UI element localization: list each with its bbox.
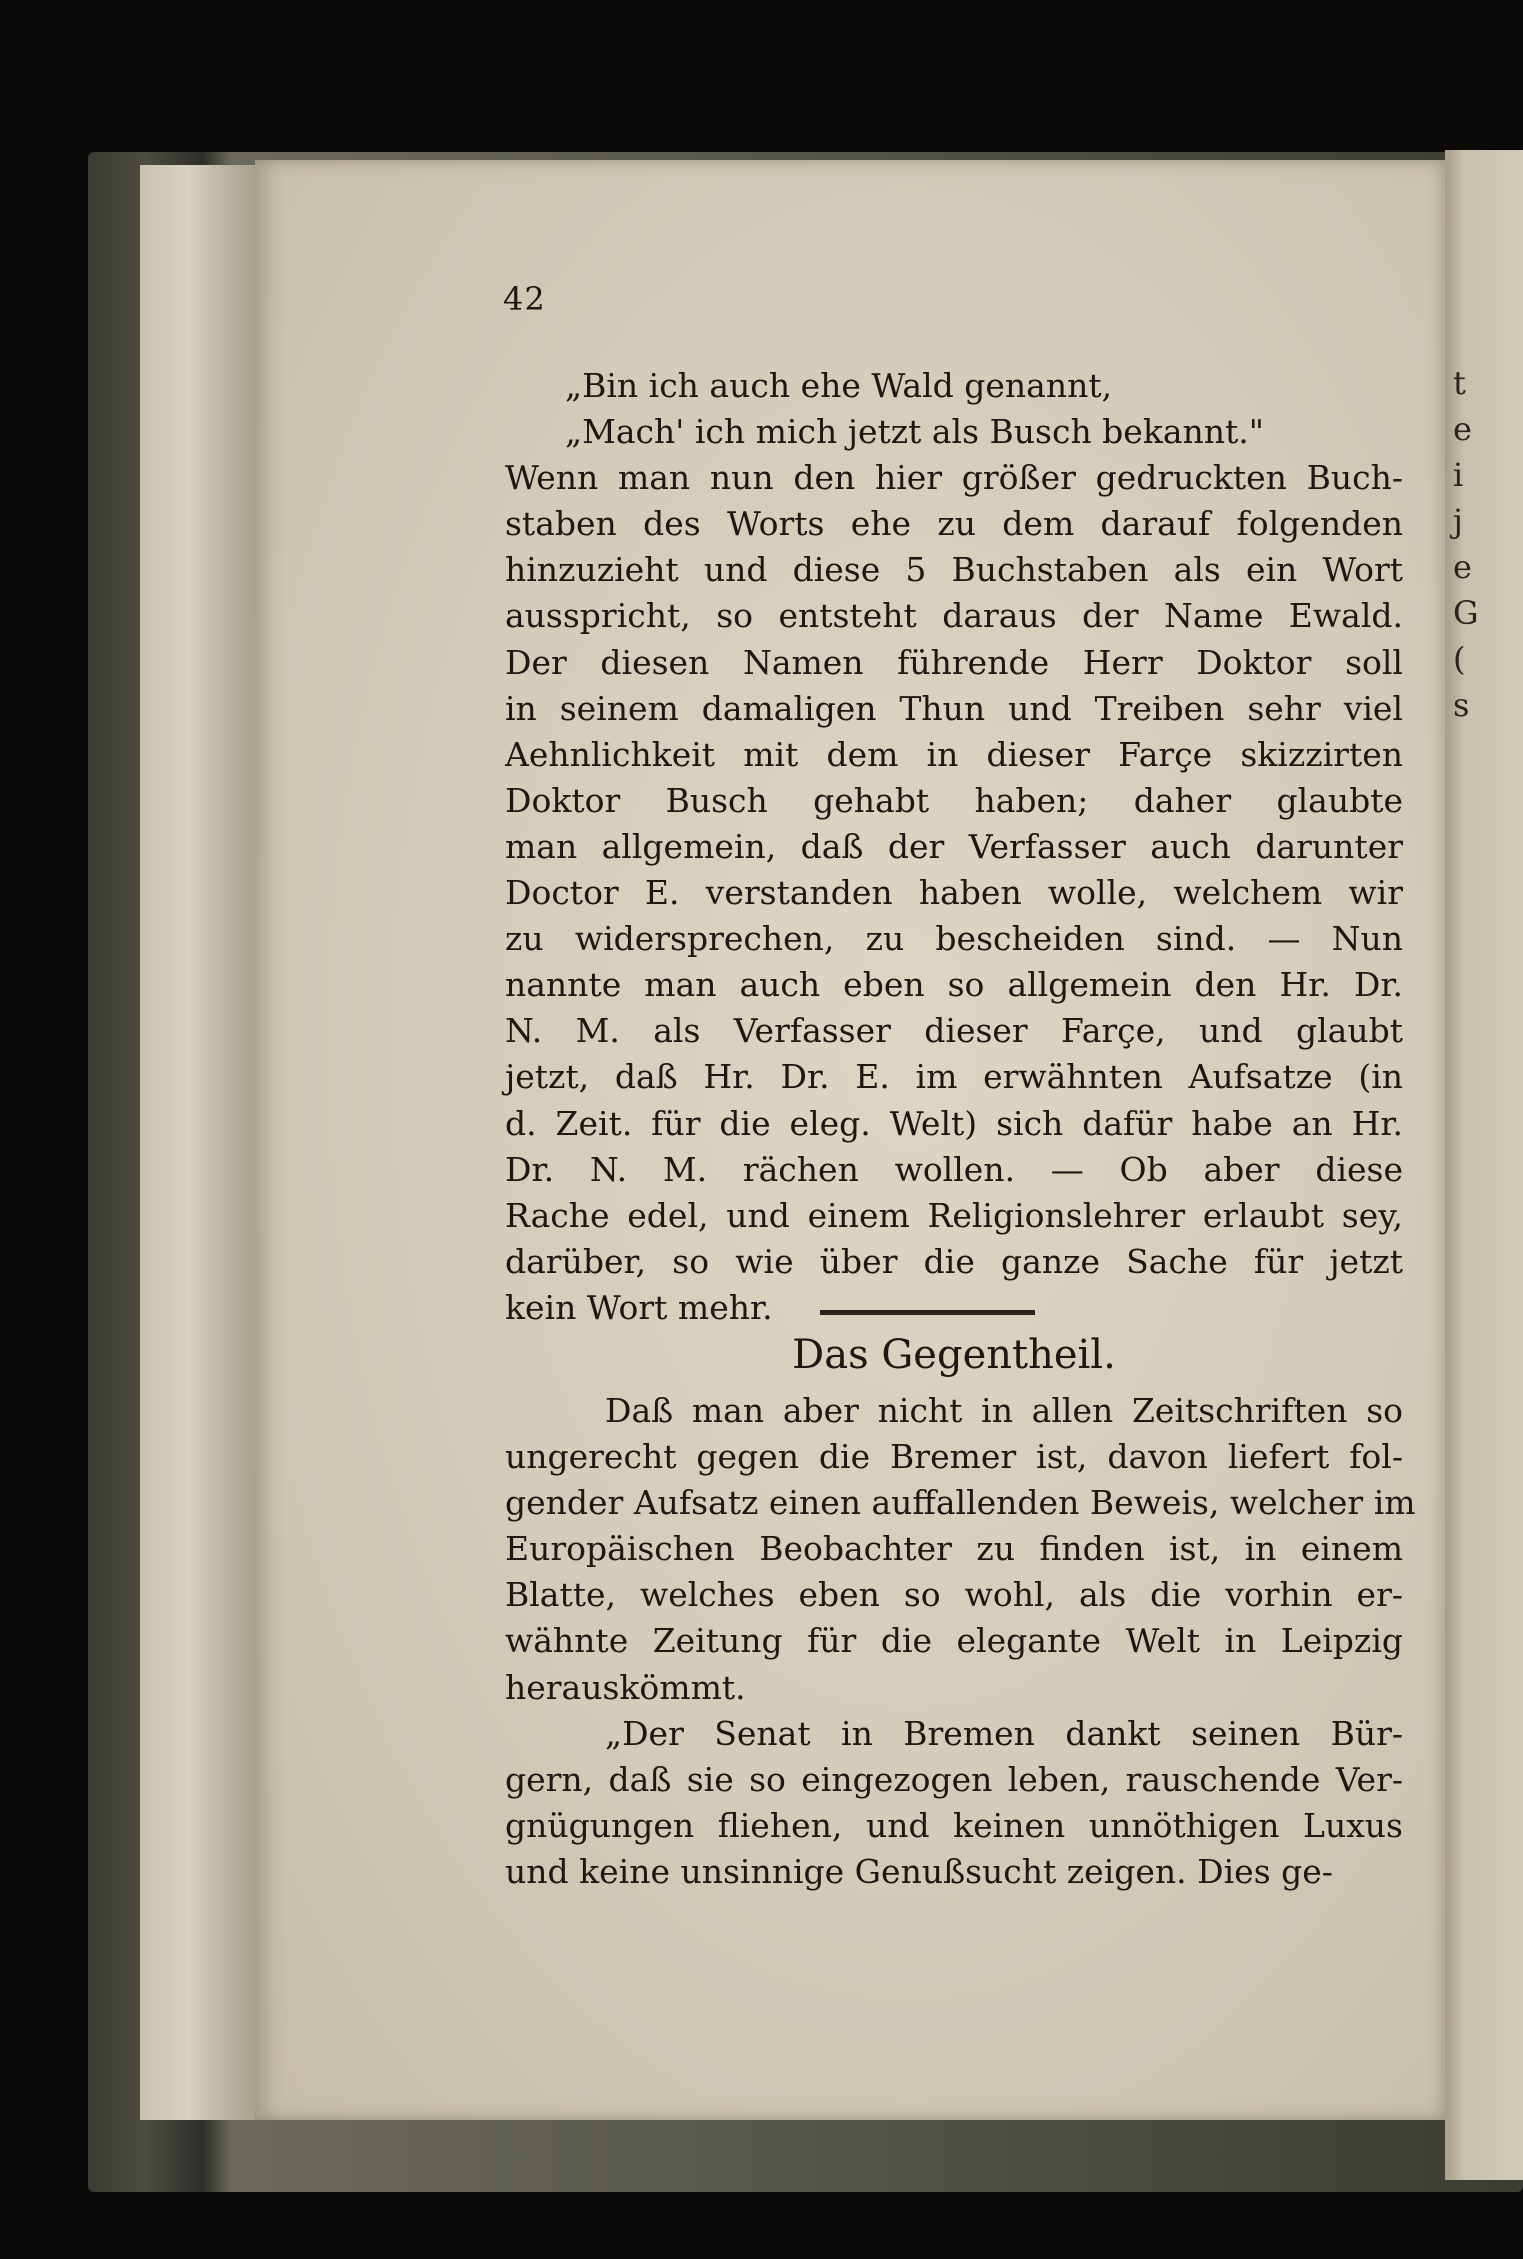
section-heading: Das Gegentheil.	[792, 1332, 1116, 1378]
text-line: ungerecht gegen die Bremer ist, davon liefert fol-	[505, 1437, 1403, 1477]
page-edges-left	[140, 165, 260, 2120]
text-line: gender Aufsatz einen auffallenden Beweis, welcher im	[505, 1483, 1416, 1523]
text-line: Der diesen Namen führende Herr Doktor soll	[505, 642, 1403, 682]
book-page	[255, 160, 1445, 2120]
edge-letter: G	[1453, 594, 1479, 632]
text-line: kein Wort mehr.	[505, 1287, 773, 1327]
text-line: d. Zeit. für die eleg. Welt) sich dafür habe an Hr.	[505, 1103, 1403, 1143]
text-line: gern, daß sie so eingezogen leben, rauschende Ver-	[505, 1759, 1403, 1799]
facing-page-letters	[1453, 360, 1523, 728]
paragraph-top	[505, 363, 1403, 1331]
text-line: ausspricht, so entsteht daraus der Name Ewald.	[505, 596, 1403, 636]
text-line: nannte man auch eben so allgemein den Hr. Dr.	[505, 965, 1403, 1005]
page-number: 42	[503, 280, 546, 318]
text-line: man allgemein, daß der Verfasser auch darunter	[505, 826, 1403, 866]
edge-letter: t	[1453, 364, 1466, 402]
section-divider	[820, 1310, 1035, 1315]
edge-letter: j	[1453, 502, 1463, 540]
text-line: „Der Senat in Bremen dankt seinen Bür-	[605, 1713, 1403, 1753]
text-line: zu widersprechen, zu bescheiden sind. — Nun	[505, 919, 1403, 959]
text-line: N. M. als Verfasser dieser Farçe, und glaubt	[505, 1011, 1403, 1051]
text-line: Doktor Busch gehabt haben; daher glaubte	[505, 780, 1403, 820]
text-line: in seinem damaligen Thun und Treiben sehr viel	[505, 688, 1403, 728]
text-line: gnügungen fliehen, und keinen unnöthigen Luxus	[505, 1805, 1403, 1845]
text-line: Doctor E. verstanden haben wolle, welchem wir	[505, 873, 1403, 913]
text-line: „Mach' ich mich jetzt als Busch bekannt."	[565, 412, 1264, 452]
text-line: Europäischen Beobachter zu finden ist, in einem	[505, 1529, 1403, 1569]
text-line: jetzt, daß Hr. Dr. E. im erwähnten Aufsatze (in	[505, 1057, 1403, 1097]
edge-letter: i	[1453, 456, 1464, 494]
facing-page-edge	[1445, 150, 1523, 2180]
text-line: Daß man aber nicht in allen Zeitschriften so	[605, 1391, 1403, 1430]
edge-letter: e	[1453, 548, 1472, 586]
text-line: herauskömmt.	[505, 1667, 746, 1707]
text-line: Wenn man nun den hier größer gedruckten Buch-	[505, 458, 1403, 498]
text-line: wähnte Zeitung für die elegante Welt in Leipzig	[505, 1621, 1403, 1661]
text-line: Rache edel, und einem Religionslehrer erlaubt sey,	[505, 1195, 1403, 1235]
text-line: staben des Worts ehe zu dem darauf folgenden	[505, 504, 1403, 544]
paragraph-bottom	[505, 1388, 1416, 1895]
edge-letter: (	[1453, 640, 1466, 678]
edge-letter: s	[1453, 686, 1470, 724]
text-line: Dr. N. M. rächen wollen. — Ob aber diese	[505, 1149, 1403, 1189]
text-line: darüber, so wie über die ganze Sache für jetzt	[505, 1241, 1403, 1281]
text-line: „Bin ich auch ehe Wald genannt,	[565, 366, 1113, 405]
text-line: hinzuzieht und diese 5 Buchstaben als ein Wort	[505, 550, 1403, 590]
text-line: und keine unsinnige Genußsucht zeigen. Dies ge-	[505, 1851, 1333, 1891]
text-line: Blatte, welches eben so wohl, als die vorhin er-	[505, 1575, 1403, 1615]
text-line: Aehnlichkeit mit dem in dieser Farçe skizzirten	[505, 734, 1403, 774]
edge-letter: e	[1453, 410, 1472, 448]
